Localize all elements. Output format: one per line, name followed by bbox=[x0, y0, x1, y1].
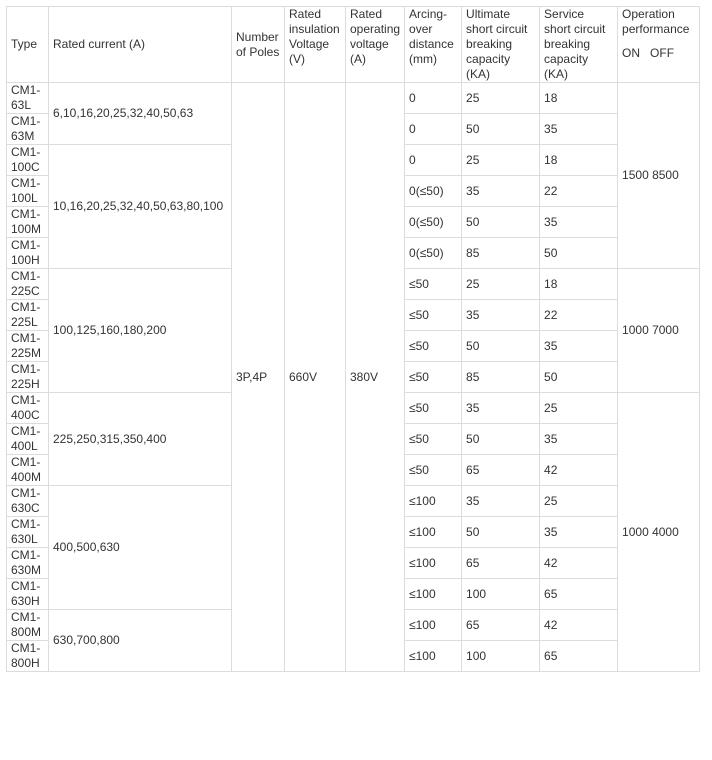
type-cell: CM1-225C bbox=[7, 269, 49, 300]
header-row bbox=[7, 7, 700, 83]
type-cell: CM1-225H bbox=[7, 362, 49, 393]
ultimate-capacity-cell: 85 bbox=[462, 362, 540, 393]
ultimate-capacity-cell: 50 bbox=[462, 331, 540, 362]
arcing-distance-cell: ≤100 bbox=[405, 548, 462, 579]
service-capacity-cell: 22 bbox=[540, 300, 618, 331]
arcing-distance-cell: ≤100 bbox=[405, 641, 462, 672]
type-cell: CM1-400M bbox=[7, 455, 49, 486]
operation-cell: 1000 7000 bbox=[618, 269, 700, 393]
ultimate-capacity-cell: 100 bbox=[462, 579, 540, 610]
type-cell: CM1-63L bbox=[7, 83, 49, 114]
operation-title: Operation performance bbox=[622, 7, 690, 36]
type-cell: CM1-630C bbox=[7, 486, 49, 517]
service-capacity-cell: 18 bbox=[540, 269, 618, 300]
ultimate-capacity-cell: 85 bbox=[462, 238, 540, 269]
arcing-distance-cell: ≤50 bbox=[405, 455, 462, 486]
operation-cell: 1500 8500 bbox=[618, 83, 700, 269]
ultimate-capacity-cell: 50 bbox=[462, 114, 540, 145]
operation-cell: 1000 4000 bbox=[618, 393, 700, 672]
arcing-distance-cell: 0(≤50) bbox=[405, 207, 462, 238]
type-cell: CM1-100C bbox=[7, 145, 49, 176]
type-cell: CM1-630L bbox=[7, 517, 49, 548]
rated-current-cell: 400,500,630 bbox=[49, 486, 232, 610]
service-capacity-cell: 25 bbox=[540, 486, 618, 517]
specification-table bbox=[6, 6, 700, 672]
ultimate-capacity-cell: 35 bbox=[462, 300, 540, 331]
header-operation-performance bbox=[618, 7, 700, 83]
header-service-capacity: Service short circuit breaking capacity (KA) bbox=[540, 7, 618, 83]
table-row bbox=[7, 83, 700, 114]
header-poles: Number of Poles bbox=[232, 7, 285, 83]
service-capacity-cell: 42 bbox=[540, 610, 618, 641]
rated-current-cell: 6,10,16,20,25,32,40,50,63 bbox=[49, 83, 232, 145]
arcing-distance-cell: ≤100 bbox=[405, 579, 462, 610]
type-cell: CM1-400L bbox=[7, 424, 49, 455]
service-capacity-cell: 25 bbox=[540, 393, 618, 424]
type-cell: CM1-225M bbox=[7, 331, 49, 362]
service-capacity-cell: 65 bbox=[540, 579, 618, 610]
ultimate-capacity-cell: 35 bbox=[462, 176, 540, 207]
service-capacity-cell: 22 bbox=[540, 176, 618, 207]
header-ultimate-capacity: Ultimate short circuit breaking capacity (KA) bbox=[462, 7, 540, 83]
service-capacity-cell: 42 bbox=[540, 548, 618, 579]
arcing-distance-cell: ≤50 bbox=[405, 331, 462, 362]
arcing-distance-cell: ≤50 bbox=[405, 269, 462, 300]
header-insulation-voltage: Rated insulation Voltage (V) bbox=[285, 7, 346, 83]
arcing-distance-cell: ≤50 bbox=[405, 362, 462, 393]
ultimate-capacity-cell: 35 bbox=[462, 393, 540, 424]
arcing-distance-cell: ≤100 bbox=[405, 486, 462, 517]
arcing-distance-cell: ≤50 bbox=[405, 393, 462, 424]
arcing-distance-cell: 0 bbox=[405, 114, 462, 145]
service-capacity-cell: 18 bbox=[540, 83, 618, 114]
type-cell: CM1-800M bbox=[7, 610, 49, 641]
service-capacity-cell: 35 bbox=[540, 517, 618, 548]
arcing-distance-cell: 0(≤50) bbox=[405, 238, 462, 269]
arcing-distance-cell: ≤50 bbox=[405, 300, 462, 331]
ultimate-capacity-cell: 50 bbox=[462, 424, 540, 455]
ultimate-capacity-cell: 65 bbox=[462, 610, 540, 641]
ultimate-capacity-cell: 50 bbox=[462, 207, 540, 238]
ultimate-capacity-cell: 35 bbox=[462, 486, 540, 517]
rated-current-cell: 225,250,315,350,400 bbox=[49, 393, 232, 486]
type-cell: CM1-630H bbox=[7, 579, 49, 610]
type-cell: CM1-800H bbox=[7, 641, 49, 672]
rated-current-cell: 630,700,800 bbox=[49, 610, 232, 672]
ultimate-capacity-cell: 25 bbox=[462, 269, 540, 300]
service-capacity-cell: 35 bbox=[540, 424, 618, 455]
service-capacity-cell: 35 bbox=[540, 331, 618, 362]
insulation-voltage-cell: 660V bbox=[285, 83, 346, 672]
service-capacity-cell: 65 bbox=[540, 641, 618, 672]
header-type: Type bbox=[7, 7, 49, 83]
header-arcing-distance: Arcing-over distance (mm) bbox=[405, 7, 462, 83]
service-capacity-cell: 35 bbox=[540, 207, 618, 238]
arcing-distance-cell: ≤100 bbox=[405, 517, 462, 548]
arcing-distance-cell: 0 bbox=[405, 83, 462, 114]
service-capacity-cell: 50 bbox=[540, 362, 618, 393]
type-cell: CM1-100L bbox=[7, 176, 49, 207]
type-cell: CM1-400C bbox=[7, 393, 49, 424]
type-cell: CM1-63M bbox=[7, 114, 49, 145]
ultimate-capacity-cell: 25 bbox=[462, 83, 540, 114]
ultimate-capacity-cell: 25 bbox=[462, 145, 540, 176]
arcing-distance-cell: 0(≤50) bbox=[405, 176, 462, 207]
ultimate-capacity-cell: 65 bbox=[462, 455, 540, 486]
header-rated-current: Rated current (A) bbox=[49, 7, 232, 83]
arcing-distance-cell: 0 bbox=[405, 145, 462, 176]
poles-cell: 3P,4P bbox=[232, 83, 285, 672]
type-cell: CM1-100H bbox=[7, 238, 49, 269]
type-cell: CM1-100M bbox=[7, 207, 49, 238]
type-cell: CM1-630M bbox=[7, 548, 49, 579]
ultimate-capacity-cell: 65 bbox=[462, 548, 540, 579]
operation-on-off: ON OFF bbox=[622, 46, 675, 60]
header-operating-voltage: Rated operating voltage (A) bbox=[346, 7, 405, 83]
service-capacity-cell: 35 bbox=[540, 114, 618, 145]
arcing-distance-cell: ≤100 bbox=[405, 610, 462, 641]
type-cell: CM1-225L bbox=[7, 300, 49, 331]
service-capacity-cell: 18 bbox=[540, 145, 618, 176]
service-capacity-cell: 42 bbox=[540, 455, 618, 486]
ultimate-capacity-cell: 100 bbox=[462, 641, 540, 672]
operating-voltage-cell: 380V bbox=[346, 83, 405, 672]
ultimate-capacity-cell: 50 bbox=[462, 517, 540, 548]
rated-current-cell: 100,125,160,180,200 bbox=[49, 269, 232, 393]
rated-current-cell: 10,16,20,25,32,40,50,63,80,100 bbox=[49, 145, 232, 269]
arcing-distance-cell: ≤50 bbox=[405, 424, 462, 455]
service-capacity-cell: 50 bbox=[540, 238, 618, 269]
